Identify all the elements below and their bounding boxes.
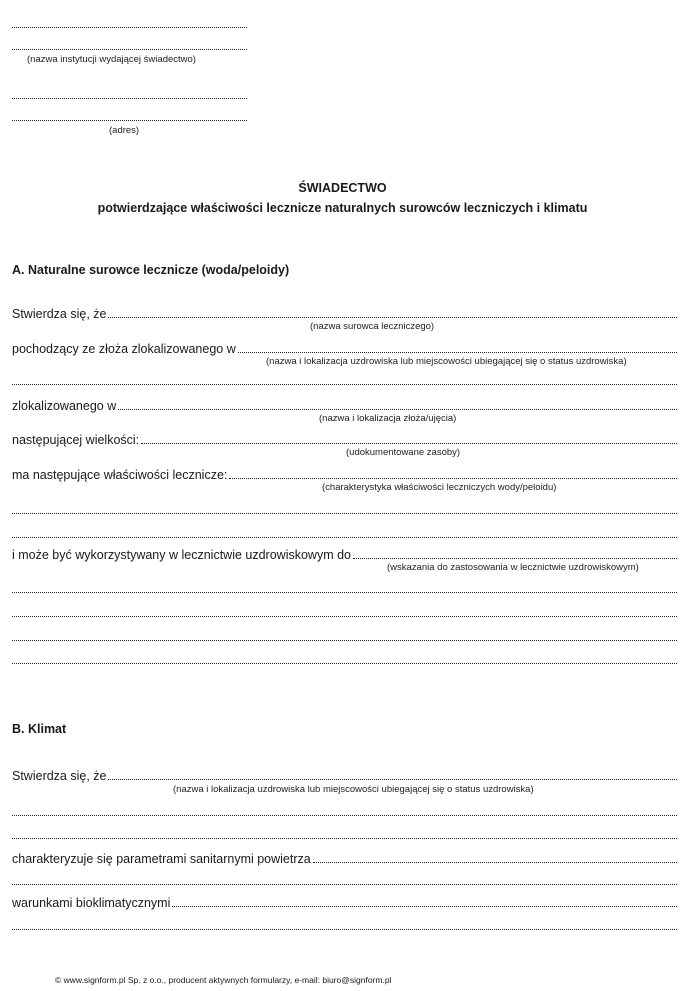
a-wykorzystywany-caption: (wskazania do zastosowania w lecznictwie uzdrowiskowym) (387, 562, 639, 573)
a-pochodzacy-field[interactable] (12, 340, 677, 356)
b-continuation-line-2[interactable] (12, 838, 677, 839)
a-wlasciwosci-field[interactable] (12, 466, 677, 482)
b-continuation-line-1[interactable] (12, 815, 677, 816)
institution-line-1[interactable] (12, 27, 247, 28)
b-parametry-fill[interactable] (313, 862, 677, 863)
a-stwierdza-field[interactable] (12, 305, 677, 321)
section-b-heading: B. Klimat (12, 722, 67, 736)
a-pochodzacy-label: pochodzący ze złoża zlokalizowanego w (12, 342, 236, 356)
document-subtitle: potwierdzające właściwości lecznicze naturalnych surowców leczniczych i klimatu (97, 201, 588, 215)
a-wielkosci-field[interactable] (12, 431, 677, 447)
a-zlokalizowanego-fill[interactable] (118, 409, 677, 410)
a-stwierdza-fill[interactable] (108, 317, 677, 318)
a-continuation-line-3[interactable] (12, 537, 677, 538)
a-continuation-line-6[interactable] (12, 640, 677, 641)
a-zlokalizowanego-caption: (nazwa i lokalizacja złoża/ujęcia) (319, 413, 457, 424)
a-wielkosci-caption: (udokumentowane zasoby) (346, 447, 461, 458)
a-stwierdza-caption: (nazwa surowca leczniczego) (310, 321, 435, 332)
a-wykorzystywany-label: i może być wykorzystywany w lecznictwie uzdrowiskowym do (12, 548, 351, 562)
b-parametry-field[interactable] (12, 850, 677, 866)
institution-caption: (nazwa instytucji wydającej świadectwo) (27, 54, 196, 65)
a-wlasciwosci-fill[interactable] (229, 478, 677, 479)
b-continuation-line-3[interactable] (12, 884, 677, 885)
a-wielkosci-fill[interactable] (141, 443, 677, 444)
b-bioklimat-field[interactable] (12, 894, 677, 910)
b-bioklimat-label: warunkami bioklimatycznymi (12, 896, 171, 910)
a-continuation-line-1[interactable] (12, 384, 677, 385)
address-line-1[interactable] (12, 98, 247, 99)
a-continuation-line-2[interactable] (12, 513, 677, 514)
a-wykorzystywany-fill[interactable] (353, 558, 677, 559)
address-line-2[interactable] (12, 120, 247, 121)
b-continuation-line-4[interactable] (12, 929, 677, 930)
a-pochodzacy-fill[interactable] (238, 352, 677, 353)
section-a-heading: A. Naturalne surowce lecznicze (woda/peloidy) (12, 263, 290, 277)
a-wlasciwosci-caption: (charakterystyka właściwości leczniczych wody/peloidu) (322, 482, 557, 493)
address-caption: (adres) (109, 125, 140, 136)
a-wlasciwosci-label: ma następujące właściwości lecznicze: (12, 468, 228, 482)
a-zlokalizowanego-field[interactable] (12, 397, 677, 413)
a-zlokalizowanego-label: zlokalizowanego w (12, 399, 117, 413)
a-wielkosci-label: następującej wielkości: (12, 433, 140, 447)
b-stwierdza-caption: (nazwa i lokalizacja uzdrowiska lub miejscowości ubiegającej się o status uzdrowiska) (173, 784, 534, 795)
document-title: ŚWIADECTWO (298, 181, 387, 195)
a-stwierdza-label: Stwierdza się, że (12, 307, 107, 321)
b-stwierdza-field[interactable] (12, 767, 677, 783)
a-wykorzystywany-field[interactable] (12, 546, 677, 562)
b-stwierdza-fill[interactable] (108, 779, 677, 780)
b-bioklimat-fill[interactable] (172, 906, 677, 907)
institution-line-2[interactable] (12, 49, 247, 50)
b-parametry-label: charakteryzuje się parametrami sanitarnymi powietrza (12, 852, 311, 866)
footer-copyright: © www.signform.pl Sp. z o.o., producent aktywnych formularzy, e-mail: biuro@signform.pl (55, 975, 392, 985)
a-continuation-line-5[interactable] (12, 616, 677, 617)
a-pochodzacy-caption: (nazwa i lokalizacja uzdrowiska lub miejscowości ubiegającej się o status uzdrowiska) (266, 356, 627, 367)
a-continuation-line-7[interactable] (12, 663, 677, 664)
b-stwierdza-label: Stwierdza się, że (12, 769, 107, 783)
a-continuation-line-4[interactable] (12, 592, 677, 593)
